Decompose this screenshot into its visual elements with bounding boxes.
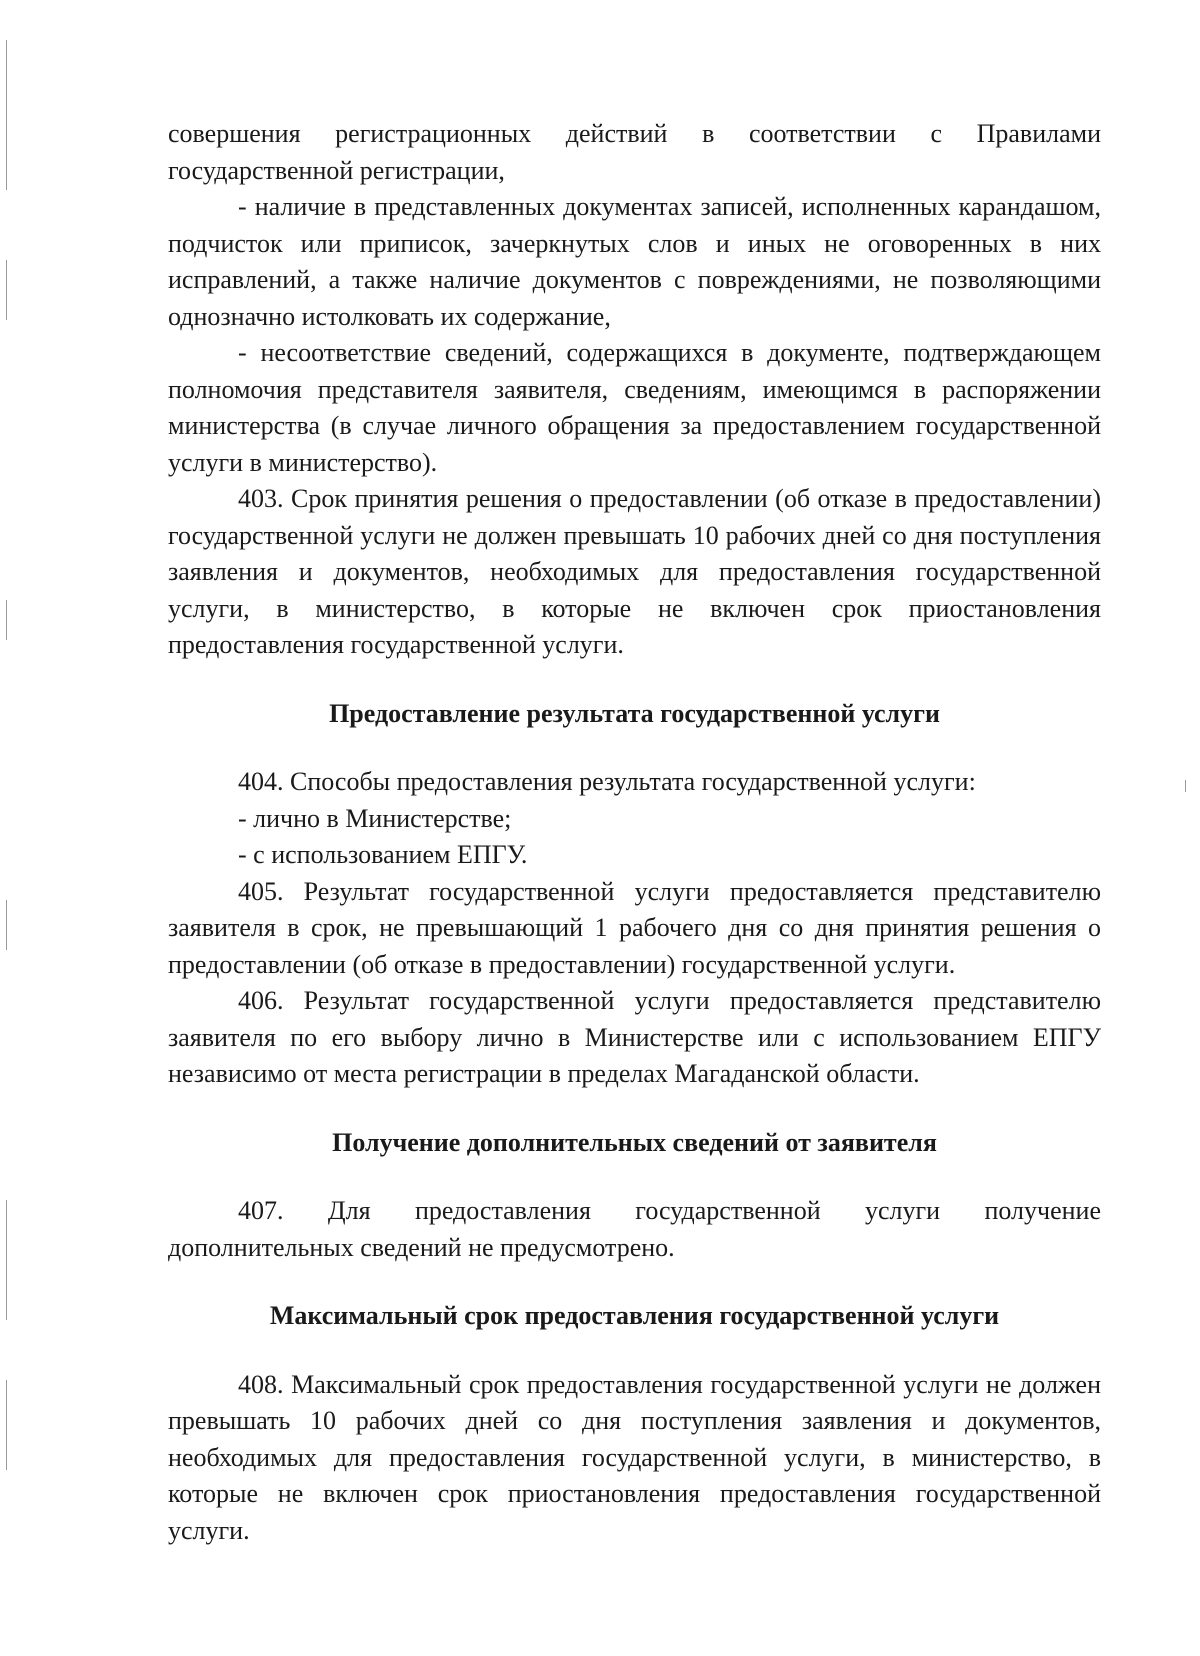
spacer (168, 1266, 1101, 1298)
spacer (168, 1093, 1101, 1125)
section-heading-additional-info: Получение дополнительных сведений от заявителя (332, 1127, 937, 1157)
paragraph-405: 405. Результат государственной услуги предоставляется представителю заявителя в срок, не превышающий 1 рабочего дня со дня принятия решения о предоставлении (об отказе в предоставлении) государственной услуги. (168, 876, 1101, 979)
scan-edge-mark (1185, 780, 1186, 792)
spacer (168, 1161, 1101, 1193)
section-heading-result: Предоставление результата государственной услуги (329, 698, 940, 728)
paragraph-406: 406. Результат государственной услуги предоставляется представителю заявителя по его выбору лично в Министерстве или с использованием ЕПГУ независимо от места регистрации в пределах Магаданской области. (168, 986, 1101, 1088)
paragraph-mismatch: - несоответствие сведений, содержащихся в документе, подтверждающем полномочия представителя заявителя, сведениям, имеющимся в распоряжении министерства (в случае личного обращения за предоставлением государственной услуги в министерство). (168, 338, 1101, 477)
spacer (168, 664, 1101, 696)
section-heading-max-term: Максимальный срок предоставления государственной услуги (269, 1301, 1000, 1330)
paragraph-403: 403. Срок принятия решения о предоставлении (об отказе в предоставлении) государственной услуги не должен превышать 10 рабочих дней со дня поступления заявления и документов, необходимых для предоставления государственной услуги, в министерство, в которые не включен срок приостановления предоставления государственной услуги. (168, 484, 1101, 659)
paragraph-404-item-1: - лично в Министерстве; (238, 803, 512, 833)
document-body (168, 116, 1101, 1549)
paragraph-404-item-2: - с использованием ЕПГУ. (238, 840, 528, 869)
paragraph-continuation: совершения регистрационных действий в соответствии с Правилами государственной регистрации, (168, 119, 1101, 185)
scan-edge-mark (6, 40, 7, 190)
scan-edge-mark (6, 600, 7, 640)
scan-edge-mark (6, 260, 7, 320)
scan-edge-mark (6, 900, 7, 950)
scan-edge-mark (6, 1380, 7, 1470)
paragraph-408: 408. Максимальный срок предоставления государственной услуги не должен превышать 10 рабочих дней со дня поступления заявления и документов, необходимых для предоставления государственной услуги, в министерство, в которые не включен срок приостановления предоставления государственной услуги. (168, 1369, 1101, 1545)
scan-edge-mark (6, 1200, 7, 1320)
paragraph-404: 404. Способы предоставления результата государственной услуги: (238, 767, 976, 796)
spacer (168, 732, 1101, 764)
paragraph-pencil-records: - наличие в представленных документах записей, исполненных карандашом, подчисток или приписок, зачеркнутых слов и иных не оговоренных в них исправлений, а также наличие документов с повреждениями, не позволяющими однозначно истолковать их содержание, (168, 192, 1101, 331)
paragraph-407: 407. Для предоставления государственной услуги получение дополнительных сведений не предусмотрено. (168, 1196, 1101, 1262)
spacer (168, 1335, 1101, 1367)
